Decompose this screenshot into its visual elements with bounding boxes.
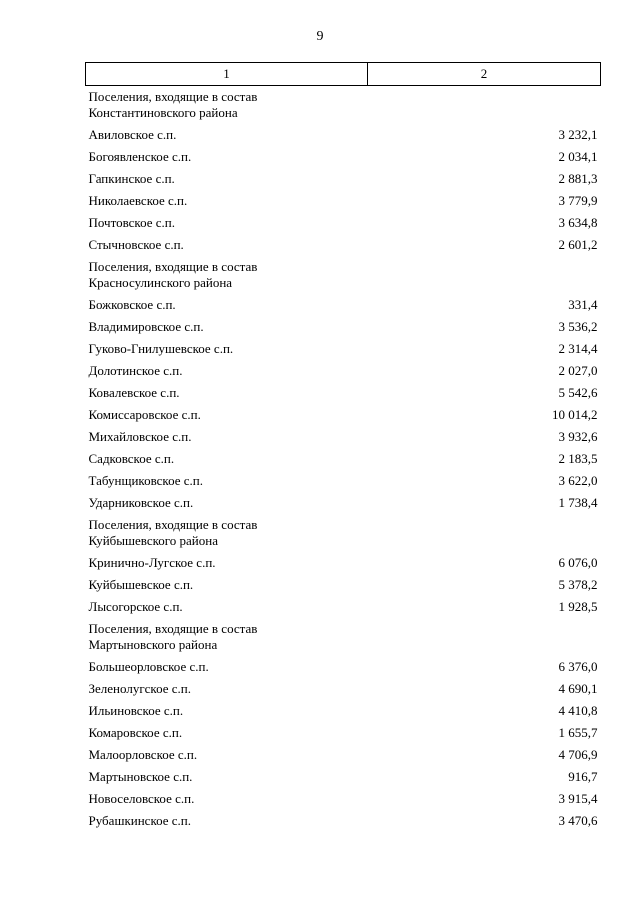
settlement-name: Долотинское с.п. xyxy=(88,363,183,378)
settlement-name: Авиловское с.п. xyxy=(88,127,177,142)
settlement-name: Гапкинское с.п. xyxy=(88,171,175,186)
table-row xyxy=(86,678,601,700)
settlement-name: Ударниковское с.п. xyxy=(88,495,194,510)
group-heading xyxy=(86,256,368,294)
table-row xyxy=(86,744,601,766)
group-heading-row xyxy=(86,86,601,125)
settlement-value: 3 622,0 xyxy=(558,473,598,488)
settlement-value: 6 076,0 xyxy=(558,555,598,570)
table-row xyxy=(86,700,601,722)
group-heading xyxy=(86,514,368,552)
settlement-name: Комаровское с.п. xyxy=(88,725,183,740)
settlement-name: Богоявленское с.п. xyxy=(88,149,192,164)
table-row xyxy=(86,492,601,514)
settlement-name: Малоорловское с.п. xyxy=(88,747,198,762)
settlement-name: Мартыновское с.п. xyxy=(88,769,193,784)
group-heading xyxy=(86,618,368,656)
table-row xyxy=(86,656,601,678)
table-row xyxy=(86,788,601,810)
settlement-name: Стычновское с.п. xyxy=(88,237,184,252)
settlement-name: Новоселовское с.п. xyxy=(88,791,195,806)
group-heading xyxy=(86,86,368,125)
group-value-empty xyxy=(368,256,601,294)
group-heading-row xyxy=(86,514,601,552)
settlement-value: 1 738,4 xyxy=(558,495,598,510)
settlement-value: 331,4 xyxy=(568,297,598,312)
settlement-name: Кринично-Лугское с.п. xyxy=(88,555,216,570)
settlement-value: 3 232,1 xyxy=(558,127,598,142)
group-heading-line-2: Красносулинского района xyxy=(88,275,233,290)
group-heading-line-1: Поселения, входящие в состав xyxy=(88,259,258,274)
column-header-1: 1 xyxy=(86,63,368,86)
table-row xyxy=(86,382,601,404)
settlement-name: Лысогорское с.п. xyxy=(88,599,183,614)
settlement-name: Почтовское с.п. xyxy=(88,215,175,230)
table-row xyxy=(86,810,601,832)
column-header-2: 2 xyxy=(368,63,601,86)
group-heading-line-1: Поселения, входящие в состав xyxy=(88,89,258,104)
table-row xyxy=(86,596,601,618)
table-body xyxy=(86,86,601,833)
table-row xyxy=(86,404,601,426)
group-value-empty xyxy=(368,618,601,656)
table-row xyxy=(86,168,601,190)
settlement-value: 3 915,4 xyxy=(558,791,598,806)
settlement-value: 4 706,9 xyxy=(558,747,598,762)
settlement-value: 3 634,8 xyxy=(558,215,598,230)
settlement-value: 2 314,4 xyxy=(558,341,598,356)
group-value-empty xyxy=(368,514,601,552)
group-heading-line-2: Константиновского района xyxy=(88,105,238,120)
table-header-row xyxy=(86,63,601,86)
settlement-value: 5 542,6 xyxy=(558,385,598,400)
settlement-value: 4 410,8 xyxy=(558,703,598,718)
group-heading-line-1: Поселения, входящие в состав xyxy=(88,621,258,636)
table-row xyxy=(86,190,601,212)
table-row xyxy=(86,212,601,234)
settlement-name: Табунщиковское с.п. xyxy=(88,473,203,488)
settlement-value: 3 536,2 xyxy=(558,319,598,334)
settlement-name: Михайловское с.п. xyxy=(88,429,192,444)
table-row xyxy=(86,766,601,788)
table-row xyxy=(86,124,601,146)
group-heading-row xyxy=(86,618,601,656)
table-row xyxy=(86,146,601,168)
settlement-name: Куйбышевское с.п. xyxy=(88,577,194,592)
settlement-value: 2 881,3 xyxy=(558,171,598,186)
settlement-name: Ильиновское с.п. xyxy=(88,703,184,718)
group-heading-line-2: Куйбышевского района xyxy=(88,533,218,548)
settlement-name: Владимировское с.п. xyxy=(88,319,204,334)
group-heading-row xyxy=(86,256,601,294)
settlement-value: 3 470,6 xyxy=(558,813,598,828)
table-row xyxy=(86,338,601,360)
settlement-value: 2 034,1 xyxy=(558,149,598,164)
group-value-empty xyxy=(368,86,601,125)
settlement-value: 1 928,5 xyxy=(558,599,598,614)
settlement-name: Ковалевское с.п. xyxy=(88,385,180,400)
settlement-name: Гуково-Гнилушевское с.п. xyxy=(88,341,234,356)
table-row xyxy=(86,574,601,596)
table-row xyxy=(86,360,601,382)
settlement-name: Большеорловское с.п. xyxy=(88,659,209,674)
settlement-value: 2 027,0 xyxy=(558,363,598,378)
table-header xyxy=(86,63,601,86)
table-row xyxy=(86,470,601,492)
settlement-value: 10 014,2 xyxy=(552,407,598,422)
group-heading-line-1: Поселения, входящие в состав xyxy=(88,517,258,532)
settlement-name: Садковское с.п. xyxy=(88,451,175,466)
table-row xyxy=(86,234,601,256)
table-row xyxy=(86,294,601,316)
settlement-value: 3 779,9 xyxy=(558,193,598,208)
settlement-value: 2 183,5 xyxy=(558,451,598,466)
table-row xyxy=(86,316,601,338)
group-heading-line-2: Мартыновского района xyxy=(88,637,218,652)
settlement-value: 4 690,1 xyxy=(558,681,598,696)
settlement-value: 1 655,7 xyxy=(558,725,598,740)
settlement-value: 5 378,2 xyxy=(558,577,598,592)
settlement-name: Рубашкинское с.п. xyxy=(88,813,192,828)
settlements-table xyxy=(85,62,601,832)
table-row xyxy=(86,552,601,574)
settlement-name: Зеленолугское с.п. xyxy=(88,681,191,696)
settlement-value: 6 376,0 xyxy=(558,659,598,674)
settlement-value: 3 932,6 xyxy=(558,429,598,444)
page-number: 9 xyxy=(316,29,324,44)
settlement-value: 916,7 xyxy=(568,769,598,784)
table-row xyxy=(86,722,601,744)
table-row xyxy=(86,448,601,470)
settlement-value: 2 601,2 xyxy=(558,237,598,252)
table-row xyxy=(86,426,601,448)
settlement-name: Божковское с.п. xyxy=(88,297,176,312)
settlement-name: Николаевское с.п. xyxy=(88,193,188,208)
settlement-name: Комиссаровское с.п. xyxy=(88,407,201,422)
